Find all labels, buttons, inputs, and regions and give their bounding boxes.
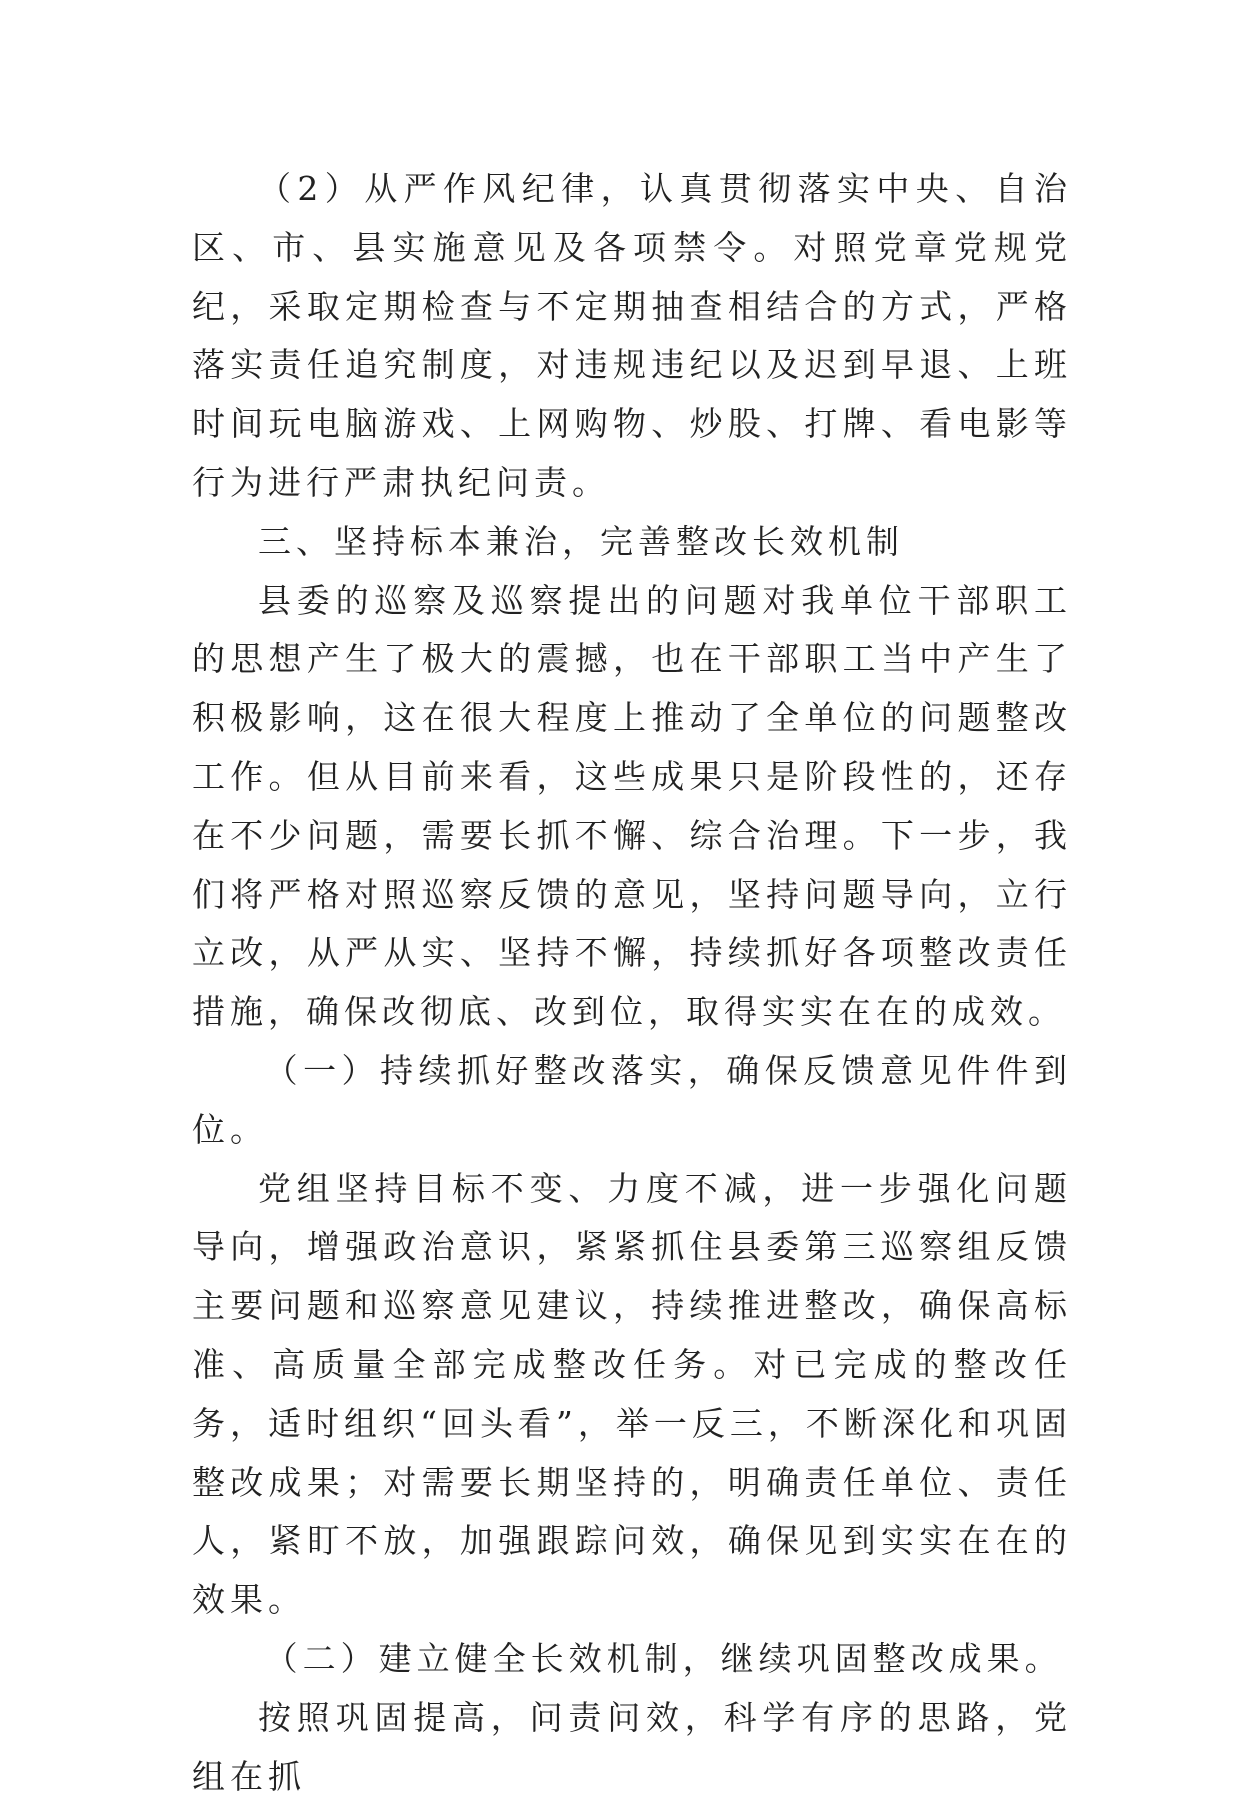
section-heading: 三、坚持标本兼治，完善整改长效机制: [258, 521, 904, 561]
paragraph-party-group-goals: 党组坚持目标不变、力度不减，进一步强化问题导向，增强政治意识，紧紧抓住县委第三巡察组反馈主要问题和巡察意见建议，持续推进整改，确保高标准、高质量全部完成整改任务。对已完成的整改任务，适时组织“回头看”，举一反三，不断深化和巩固整改成果；对需要长期坚持的，明确责任单位、责任人，紧盯不放，加强跟踪问效，确保见到实实在在的效果。: [192, 1168, 1072, 1620]
paragraph-consolidate: 按照巩固提高，问责问效，科学有序的思路，党组在抓: [192, 1697, 1072, 1796]
paragraph-discipline: （2）从严作风纪律，认真贯彻落实中央、自治区、市、县实施意见及各项禁令。对照党章党规党纪，采取定期检查与不定期抽查相结合的方式，严格落实责任追究制度，对违规违纪以及迟到早退、上班时间玩电脑游戏、上网购物、炒股、打牌、看电影等行为进行严肃执纪问责。: [192, 169, 1072, 502]
document-body: [192, 160, 1072, 1806]
subheading-long-term-mechanism: （二）建立健全长效机制，继续巩固整改成果。: [264, 1638, 1063, 1678]
subheading-rectification: （一）持续抓好整改落实，确保反馈意见件件到位。: [192, 1050, 1072, 1149]
paragraph-inspection-impact: 县委的巡察及巡察提出的问题对我单位干部职工的思想产生了极大的震撼，也在干部职工当中产生了积极影响，这在很大程度上推动了全单位的问题整改工作。但从目前来看，这些成果只是阶段性的，还存在不少问题，需要长抓不懈、综合治理。下一步，我们将严格对照巡察反馈的意见，坚持问题导向，立行立改，从严从实、坚持不懈，持续抓好各项整改责任措施，确保改彻底、改到位，取得实实在在的成效。: [192, 580, 1072, 1032]
